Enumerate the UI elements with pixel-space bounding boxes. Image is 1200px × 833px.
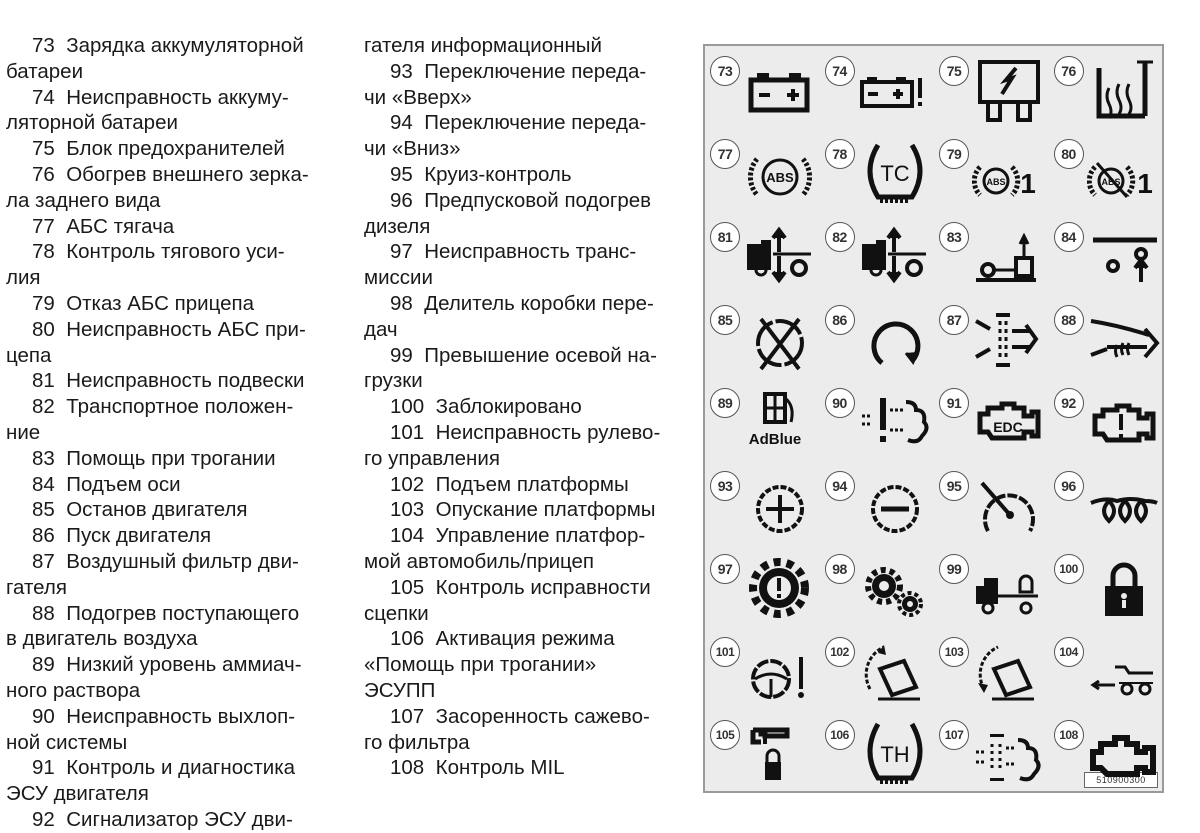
legend-item-95 <box>364 162 686 188</box>
legend-item-94 <box>364 110 686 136</box>
legend-item-continuation: дизеля <box>364 214 431 238</box>
legend-text: Зарядка аккумуляторной <box>66 34 304 57</box>
legend-number: 95 <box>390 162 413 186</box>
fuse-box-icon <box>972 58 1046 124</box>
legend-number: 105 <box>390 575 425 599</box>
legend-text: Опускание платформы <box>435 498 656 522</box>
legend-text: Останов двигателя <box>66 498 248 522</box>
icon-number-badge: 106 <box>825 720 855 750</box>
mirror-heating-icon <box>1087 58 1161 124</box>
icon-cell-76 <box>1051 48 1166 131</box>
legend-number: 85 <box>32 498 55 522</box>
legend-column-middle <box>364 33 686 781</box>
legend-number: 84 <box>32 472 55 496</box>
legend-text: Неисправность транс- <box>424 240 637 264</box>
legend-item-continuation: миссии <box>364 266 433 290</box>
legend-continuation: гателя информационный <box>364 34 602 57</box>
legend-item-97 <box>364 239 686 265</box>
legend-number: 86 <box>32 524 55 548</box>
legend-number: 77 <box>32 214 55 238</box>
legend-item-102 <box>364 472 686 498</box>
legend-item-108 <box>364 755 686 781</box>
svg-text:EDC: EDC <box>993 419 1023 435</box>
icon-number-badge: 92 <box>1054 388 1084 418</box>
legend-text: Сигнализатор ЭСУ дви- <box>66 807 293 831</box>
legend-number: 98 <box>390 291 413 315</box>
legend-text: Предпусковой подогрев <box>424 188 652 212</box>
figure-code: 510900300 <box>1084 772 1158 788</box>
legend-item-81 <box>6 368 340 394</box>
legend-text: Транспортное положен- <box>66 395 294 419</box>
legend-number: 82 <box>32 395 55 419</box>
icon-cell-94 <box>822 463 937 546</box>
icon-cell-93 <box>707 463 822 546</box>
legend-item-86 <box>6 523 340 549</box>
legend-text: Обогрев внешнего зерка- <box>66 162 309 186</box>
legend-item-98 <box>364 291 686 317</box>
legend-text: Неисправность аккуму- <box>66 85 289 109</box>
legend-text: Низкий уровень аммиач- <box>66 653 302 677</box>
icon-number-badge: 85 <box>710 305 740 335</box>
icon-number-badge: 94 <box>825 471 855 501</box>
legend-number: 75 <box>32 137 55 161</box>
legend-text: Контроль исправности <box>435 575 651 599</box>
icon-cell-84 <box>1051 214 1166 297</box>
legend-item-92 <box>6 807 340 833</box>
legend-item-101 <box>364 420 686 446</box>
legend-number: 80 <box>32 317 55 341</box>
legend-item-100 <box>364 394 686 420</box>
warning-icons-panel <box>703 44 1164 793</box>
engine-stop-icon <box>743 307 817 373</box>
legend-item-104 <box>364 523 686 549</box>
gear-down-icon <box>858 473 932 539</box>
legend-item-90 <box>6 704 340 730</box>
icon-number-badge: 88 <box>1054 305 1084 335</box>
legend-text: Помощь при трогании <box>66 446 276 470</box>
legend-item-93 <box>364 59 686 85</box>
legend-item-continuation: ние <box>6 420 41 444</box>
icon-cell-96 <box>1051 463 1166 546</box>
icon-number-badge: 98 <box>825 554 855 584</box>
svg-text:ABS: ABS <box>986 177 1006 187</box>
icon-number-badge: 74 <box>825 56 855 86</box>
svg-text:1: 1 <box>1136 168 1153 199</box>
legend-number: 102 <box>390 472 425 496</box>
icon-cell-107 <box>936 712 1051 795</box>
axle-lift-icon <box>1087 224 1161 290</box>
icon-number-badge: 87 <box>939 305 969 335</box>
legend-item-continuation: лия <box>6 266 41 290</box>
svg-text:TC: TC <box>879 161 910 186</box>
legend-text: Переключение переда- <box>424 111 647 135</box>
icon-cell-105 <box>707 712 822 795</box>
icon-cell-88 <box>1051 297 1166 380</box>
icon-cell-99 <box>936 546 1051 629</box>
cruise-control-icon <box>972 473 1046 539</box>
icon-cell-73 <box>707 48 822 131</box>
icon-cell-97 <box>707 546 822 629</box>
transport-position-icon <box>858 224 932 290</box>
legend-number: 78 <box>32 240 55 264</box>
legend-number: 101 <box>390 420 425 444</box>
icon-number-badge: 96 <box>1054 471 1084 501</box>
legend-item-continuation: го управления <box>364 446 500 470</box>
legend-item-83 <box>6 446 340 472</box>
legend-number: 91 <box>32 756 55 780</box>
icon-cell-79 <box>936 131 1051 214</box>
legend-item-continuation: в двигатель воздуха <box>6 627 198 651</box>
icon-number-badge: 80 <box>1054 139 1084 169</box>
icon-number-badge: 95 <box>939 471 969 501</box>
legend-item-continuation: ЭСУПП <box>364 678 436 702</box>
abs-trailer-malfunction-icon <box>1087 141 1161 207</box>
icon-number-badge: 105 <box>710 720 740 750</box>
icon-number-badge: 84 <box>1054 222 1084 252</box>
legend-item-85 <box>6 497 340 523</box>
icon-cell-77 <box>707 131 822 214</box>
icon-number-badge: 78 <box>825 139 855 169</box>
svg-text:TH: TH <box>879 742 910 767</box>
legend-text: Неисправность АБС при- <box>66 317 306 341</box>
legend-number: 89 <box>32 653 55 677</box>
platform-lower-icon <box>972 639 1046 705</box>
legend-item-107 <box>364 704 686 730</box>
icon-number-badge: 102 <box>825 637 855 667</box>
legend-text: Блок предохранителей <box>66 137 285 161</box>
legend-number: 76 <box>32 162 55 186</box>
legend-text: Контроль MIL <box>435 756 565 780</box>
legend-item-78 <box>6 239 340 265</box>
icon-cell-91 <box>936 380 1051 463</box>
legend-text: Делитель коробки пере- <box>424 291 654 315</box>
platform-raise-icon <box>858 639 932 705</box>
icon-cell-101 <box>707 629 822 712</box>
gear-up-icon <box>743 473 817 539</box>
legend-text: Контроль тягового уси- <box>66 240 285 264</box>
legend-number: 103 <box>390 498 425 522</box>
legend-item-continuation: чи «Вверх» <box>364 85 472 109</box>
soot-filter-icon <box>972 722 1046 788</box>
icon-number-badge: 97 <box>710 554 740 584</box>
legend-number: 107 <box>390 704 425 728</box>
icon-number-badge: 77 <box>710 139 740 169</box>
legend-text: Подъем платформы <box>435 472 629 496</box>
icon-number-badge: 104 <box>1054 637 1084 667</box>
icon-number-badge: 100 <box>1054 554 1084 584</box>
glow-plug-icon <box>1087 473 1161 539</box>
icon-number-badge: 103 <box>939 637 969 667</box>
icon-cell-85 <box>707 297 822 380</box>
legend-text: Неисправность подвески <box>66 369 305 393</box>
engine-start-icon <box>858 307 932 373</box>
legend-item-99 <box>364 343 686 369</box>
legend-item-continuation: мой автомобиль/прицеп <box>364 549 595 573</box>
legend-text: Превышение осевой на- <box>424 343 657 367</box>
legend-text: Подогрев поступающего <box>66 601 300 625</box>
mil-engine-icon <box>1087 722 1161 788</box>
icon-number-badge: 89 <box>710 388 740 418</box>
intake-air-heating-icon <box>1087 307 1161 373</box>
legend-number: 87 <box>32 549 55 573</box>
exhaust-fault-icon <box>858 390 932 456</box>
icon-cell-95 <box>936 463 1051 546</box>
legend-text: Неисправность рулево- <box>435 420 661 444</box>
legend-item-continuation: ного раствора <box>6 678 141 702</box>
legend-item-87 <box>6 549 340 575</box>
legend-item-103 <box>364 497 686 523</box>
icon-number-badge: 79 <box>939 139 969 169</box>
engine-ecu-info-icon <box>1087 390 1161 456</box>
legend-text: Заблокировано <box>435 395 582 419</box>
legend-text: Переключение переда- <box>424 59 647 83</box>
edc-engine-icon <box>972 390 1046 456</box>
icon-number-badge: 99 <box>939 554 969 584</box>
locked-icon <box>1087 556 1161 622</box>
legend-item-77 <box>6 214 340 240</box>
legend-item-106 <box>364 626 686 652</box>
svg-text:1: 1 <box>1020 168 1036 199</box>
icon-number-badge: 73 <box>710 56 740 86</box>
legend-text: Пуск двигателя <box>66 524 212 548</box>
icon-cell-98 <box>822 546 937 629</box>
svg-text:AdBlue: AdBlue <box>748 431 802 448</box>
legend-number: 90 <box>32 704 55 728</box>
legend-text: Круиз-контроль <box>424 162 572 186</box>
legend-number: 92 <box>32 807 55 831</box>
legend-item-88 <box>6 601 340 627</box>
svg-text:ABS: ABS <box>1100 177 1121 187</box>
legend-item-75 <box>6 136 340 162</box>
legend-item-continuation: ла заднего вида <box>6 188 161 212</box>
icon-cell-100 <box>1051 546 1166 629</box>
range-splitter-icon <box>858 556 932 622</box>
legend-item-continuation: батареи <box>6 59 84 83</box>
legend-number: 88 <box>32 601 55 625</box>
icon-cell-102 <box>822 629 937 712</box>
platform-control-trailer-icon <box>1087 639 1161 705</box>
legend-text: Воздушный фильтр дви- <box>66 549 299 573</box>
icon-number-badge: 108 <box>1054 720 1084 750</box>
legend-item-continuation: грузки <box>364 369 423 393</box>
legend-item-continuation: ной системы <box>6 730 128 754</box>
icon-number-badge: 91 <box>939 388 969 418</box>
legend-number: 94 <box>390 111 413 135</box>
legend-number: 79 <box>32 291 55 315</box>
icon-cell-81 <box>707 214 822 297</box>
legend-number: 99 <box>390 343 413 367</box>
legend-item-89 <box>6 652 340 678</box>
legend-text: Контроль и диагностика <box>66 756 296 780</box>
legend-item-continuation: гателя <box>6 575 67 599</box>
icon-number-badge: 82 <box>825 222 855 252</box>
legend-text: Засоренность сажево- <box>435 704 650 728</box>
steering-fault-icon <box>743 639 817 705</box>
legend-text: Неисправность выхлоп- <box>66 704 296 728</box>
legend-column-left <box>6 33 340 833</box>
legend-item-96 <box>364 188 686 214</box>
legend-number: 106 <box>390 627 425 651</box>
legend-item-continuation: дач <box>364 317 398 341</box>
legend-number: 81 <box>32 369 55 393</box>
air-filter-icon <box>972 307 1046 373</box>
icon-number-badge: 81 <box>710 222 740 252</box>
legend-item-continuation: сцепки <box>364 601 429 625</box>
icon-cell-89 <box>707 380 822 463</box>
icon-cell-75 <box>936 48 1051 131</box>
legend-item-continuation: ляторной батареи <box>6 111 178 135</box>
coupling-check-icon <box>743 722 817 788</box>
icon-number-badge: 86 <box>825 305 855 335</box>
transmission-fault-icon <box>743 556 817 622</box>
legend-text: Активация режима <box>435 627 615 651</box>
legend-item-continuation: го фильтра <box>364 730 470 754</box>
icon-number-badge: 83 <box>939 222 969 252</box>
legend-number: 108 <box>390 756 425 780</box>
icon-cell-106 <box>822 712 937 795</box>
icon-number-badge: 107 <box>939 720 969 750</box>
icon-cell-103 <box>936 629 1051 712</box>
legend-number: 93 <box>390 59 413 83</box>
legend-item-74 <box>6 85 340 111</box>
legend-item-73 <box>6 33 340 59</box>
legend-item-105 <box>364 575 686 601</box>
icon-number-badge: 90 <box>825 388 855 418</box>
icon-cell-86 <box>822 297 937 380</box>
legend-item-84 <box>6 472 340 498</box>
legend-number: 83 <box>32 446 55 470</box>
abs-trailer-fault-icon <box>972 141 1046 207</box>
hill-start-assist-icon <box>858 722 932 788</box>
start-assist-icon <box>972 224 1046 290</box>
legend-number: 74 <box>32 85 55 109</box>
legend-item-80 <box>6 317 340 343</box>
battery-fault-icon <box>858 58 932 124</box>
legend-number: 97 <box>390 240 413 264</box>
legend-item-82 <box>6 394 340 420</box>
icon-cell-74 <box>822 48 937 131</box>
icon-cell-104 <box>1051 629 1166 712</box>
icon-number-badge: 75 <box>939 56 969 86</box>
battery-charge-icon <box>743 58 817 124</box>
icon-number-badge: 76 <box>1054 56 1084 86</box>
legend-number: 104 <box>390 524 425 548</box>
legend-item-79 <box>6 291 340 317</box>
icon-cell-80 <box>1051 131 1166 214</box>
legend-number: 96 <box>390 188 413 212</box>
icon-cell-108 <box>1051 712 1166 795</box>
legend-item-continuation: цепа <box>6 343 52 367</box>
svg-text:ABS: ABS <box>766 170 794 185</box>
icon-cell-82 <box>822 214 937 297</box>
adblue-low-icon <box>743 390 817 456</box>
legend-text: АБС тягача <box>66 214 175 238</box>
legend-item-continuation: ЭСУ двигателя <box>6 782 149 806</box>
abs-tractor-icon <box>743 141 817 207</box>
legend-item-continuation: чи «Вниз» <box>364 137 461 161</box>
legend-item-91 <box>6 755 340 781</box>
icon-cell-83 <box>936 214 1051 297</box>
icon-number-badge: 101 <box>710 637 740 667</box>
icon-number-badge: 93 <box>710 471 740 501</box>
traction-control-icon <box>858 141 932 207</box>
icon-cell-87 <box>936 297 1051 380</box>
legend-item-76 <box>6 162 340 188</box>
icon-cell-90 <box>822 380 937 463</box>
legend-number: 73 <box>32 34 55 57</box>
legend-number: 100 <box>390 395 425 419</box>
suspension-fault-icon <box>743 224 817 290</box>
legend-text: Управление платфор- <box>435 524 646 548</box>
legend-item-continuation: «Помощь при трогании» <box>364 653 597 677</box>
icon-cell-92 <box>1051 380 1166 463</box>
legend-text: Подъем оси <box>66 472 181 496</box>
axle-overload-icon <box>972 556 1046 622</box>
icon-cell-78 <box>822 131 937 214</box>
legend-text: Отказ АБС прицепа <box>66 291 255 315</box>
